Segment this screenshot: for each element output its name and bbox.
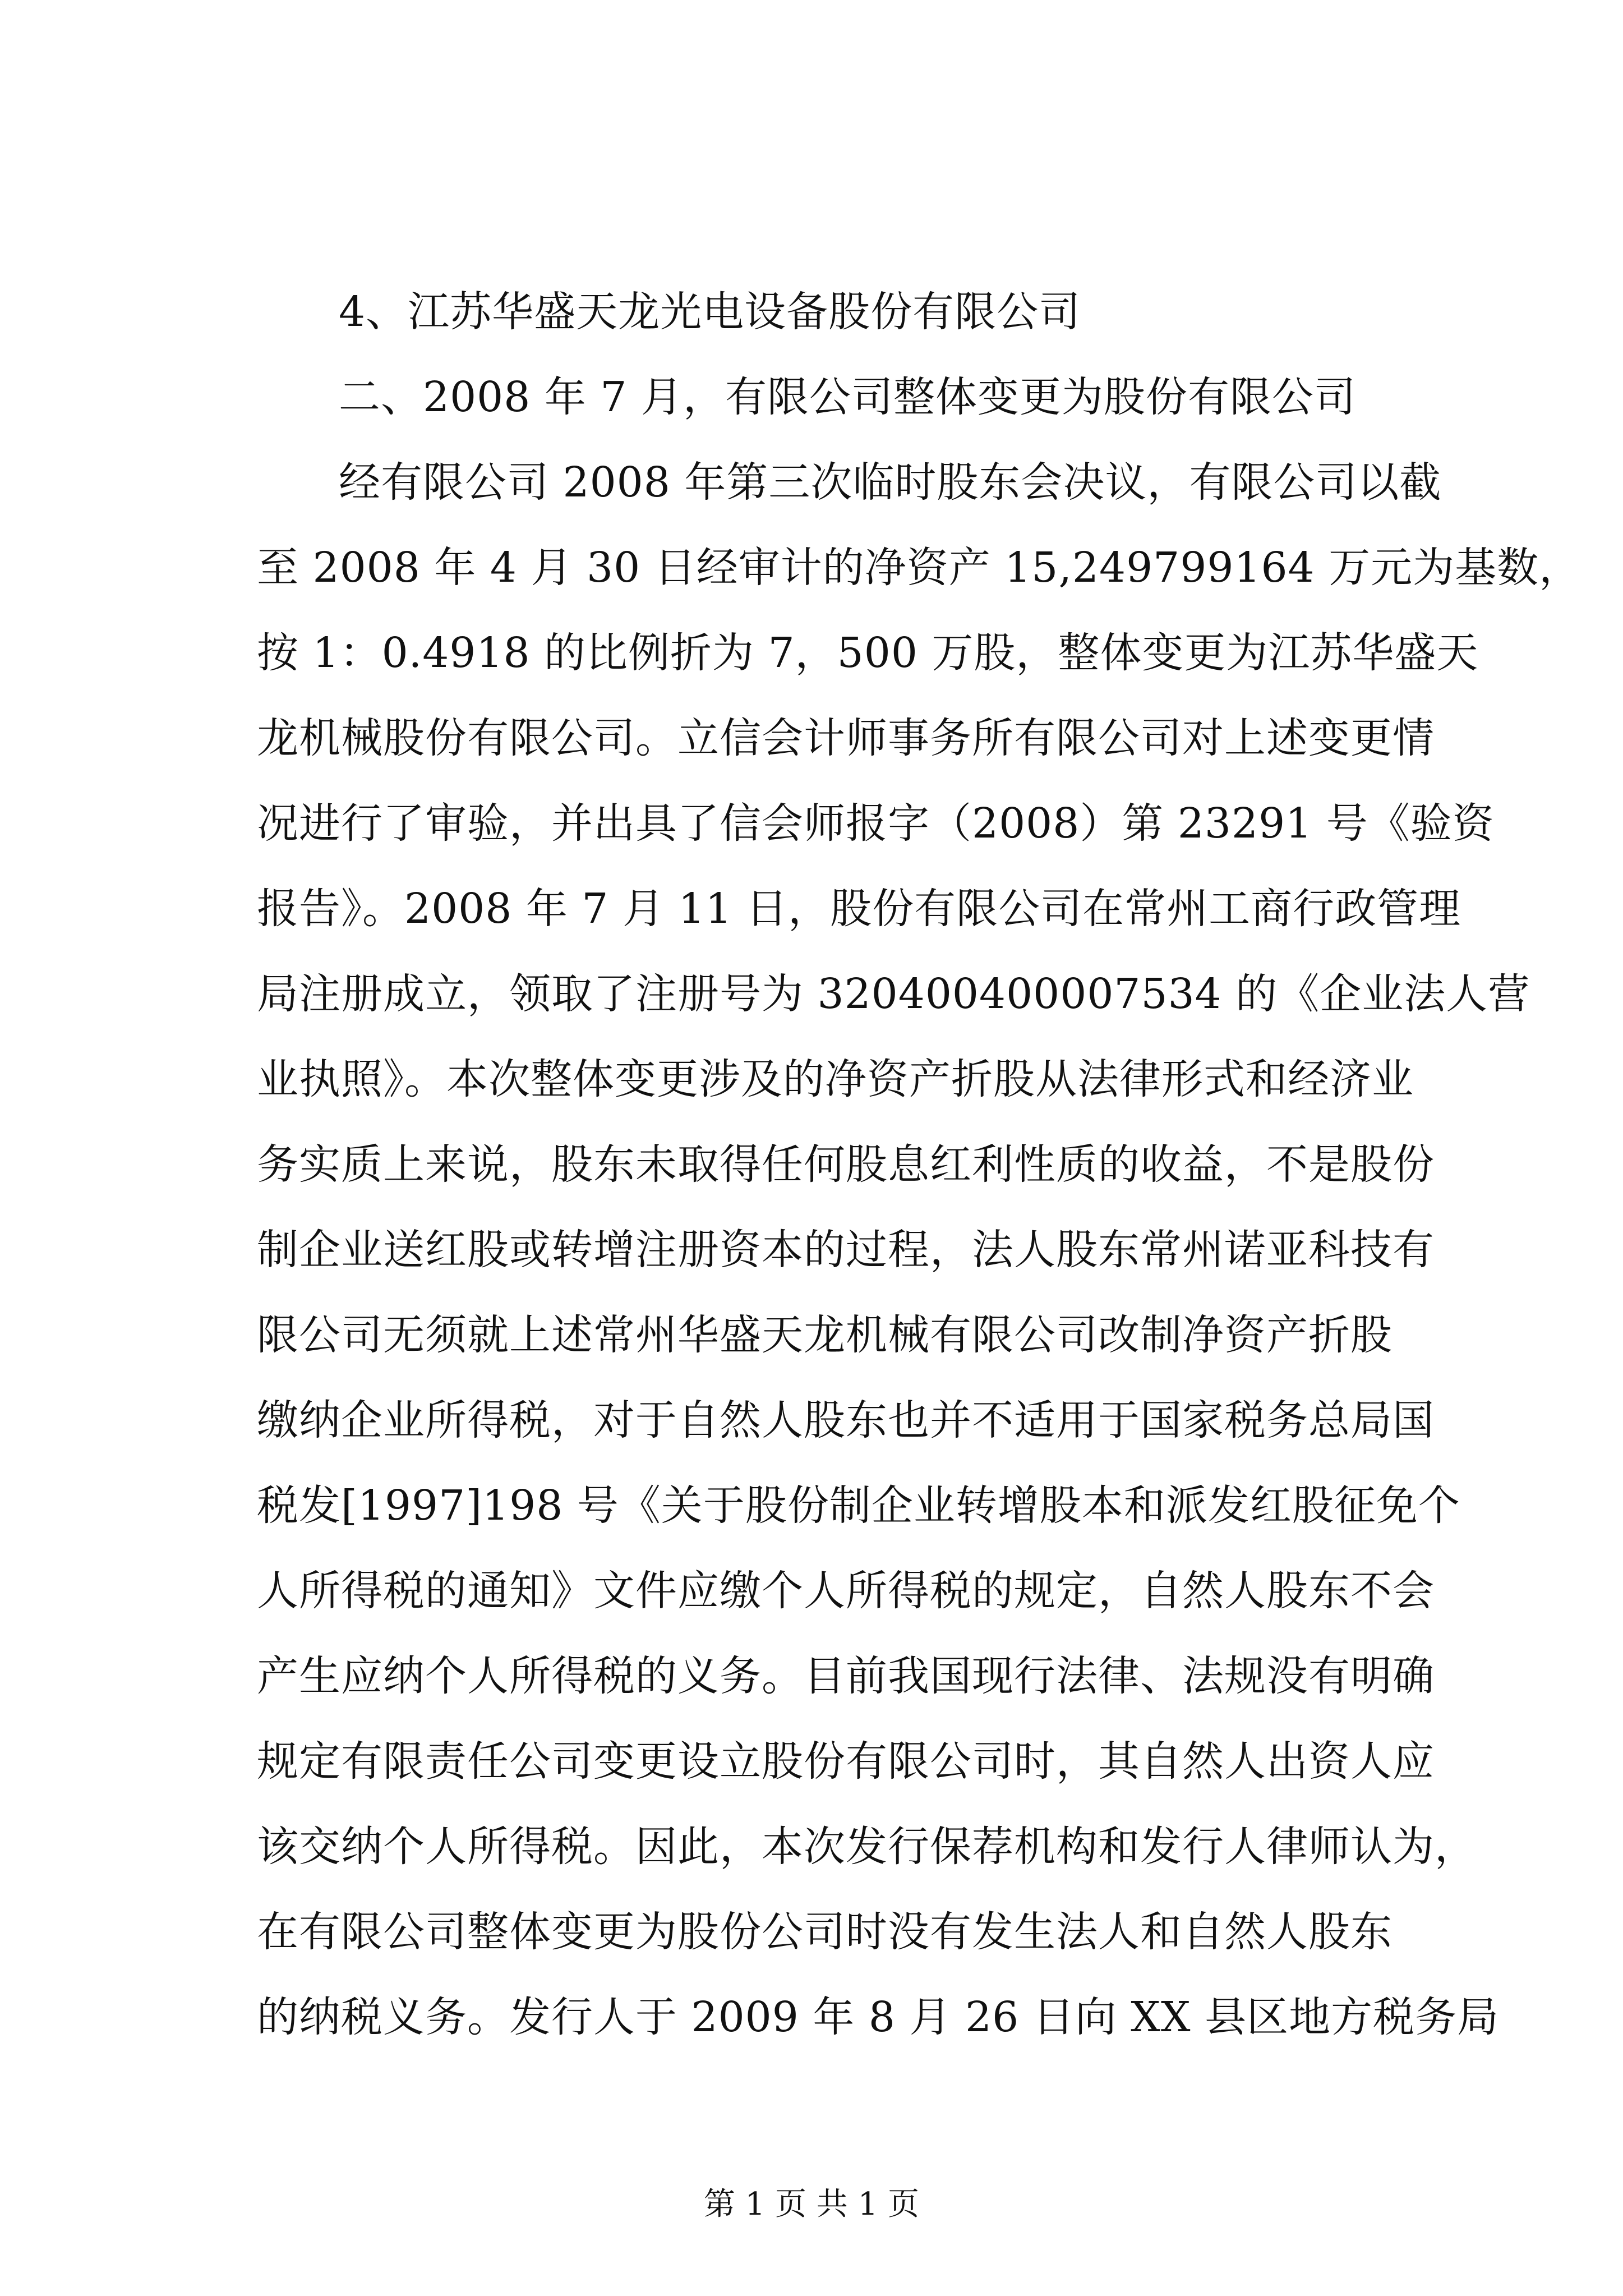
- paragraph-line: 该交纳个人所得税。因此，本次发行保荐机构和发行人律师认为，: [257, 1823, 1477, 1871]
- item-heading: 4、江苏华盛天龙光电设备股份有限公司: [339, 288, 1081, 336]
- paragraph-line: 税发[1997]198 号《关于股份制企业转增股本和派发红股征免个: [257, 1481, 1460, 1530]
- paragraph-line: 局注册成立，领取了注册号为 320400400007534 的《企业法人营: [257, 970, 1530, 1018]
- paragraph-line: 规定有限责任公司变更设立股份有限公司时，其自然人出资人应: [257, 1737, 1435, 1786]
- paragraph-line: 的纳税义务。发行人于 2009 年 8 月 26 日向 XX 县区地方税务局: [257, 1993, 1500, 2041]
- paragraph-line: 缴纳企业所得税，对于自然人股东也并不适用于国家税务总局国: [257, 1396, 1435, 1444]
- paragraph-line: 在有限公司整体变更为股份公司时没有发生法人和自然人股东: [257, 1908, 1393, 1956]
- paragraph-line: 产生应纳个人所得税的义务。目前我国现行法律、法规没有明确: [257, 1652, 1435, 1700]
- paragraph-line: 按 1：0.4918 的比例折为 7，500 万股，整体变更为江苏华盛天: [257, 629, 1479, 677]
- paragraph-line: 报告》。2008 年 7 月 11 日，股份有限公司在常州工商行政管理: [257, 885, 1461, 933]
- paragraph-line: 限公司无须就上述常州华盛天龙机械有限公司改制净资产折股: [257, 1311, 1393, 1359]
- paragraph-line: 制企业送红股或转增注册资本的过程，法人股东常州诺亚科技有: [257, 1226, 1435, 1274]
- document-body: [257, 269, 1581, 2060]
- paragraph-line: 况进行了审验，并出具了信会师报字（2008）第 23291 号《验资: [257, 799, 1495, 848]
- paragraph-line: 经有限公司 2008 年第三次临时股东会决议，有限公司以截: [339, 458, 1442, 507]
- paragraph-line: 人所得税的通知》文件应缴个人所得税的规定，自然人股东不会: [257, 1567, 1435, 1615]
- paragraph-line: 务实质上来说，股东未取得任何股息红利性质的收益，不是股份: [257, 1140, 1435, 1189]
- paragraph-line: 龙机械股份有限公司。立信会计师事务所有限公司对上述变更情: [257, 714, 1435, 762]
- paragraph-line: 业执照》。本次整体变更涉及的净资产折股从法律形式和经济业: [257, 1055, 1414, 1103]
- page-number-footer: 第 1 页 共 1 页: [703, 2186, 920, 2223]
- paragraph-line: 至 2008 年 4 月 30 日经审计的净资产 15,249799164 万元为基数，: [257, 544, 1581, 592]
- section-heading: 二、2008 年 7 月，有限公司整体变更为股份有限公司: [339, 373, 1356, 421]
